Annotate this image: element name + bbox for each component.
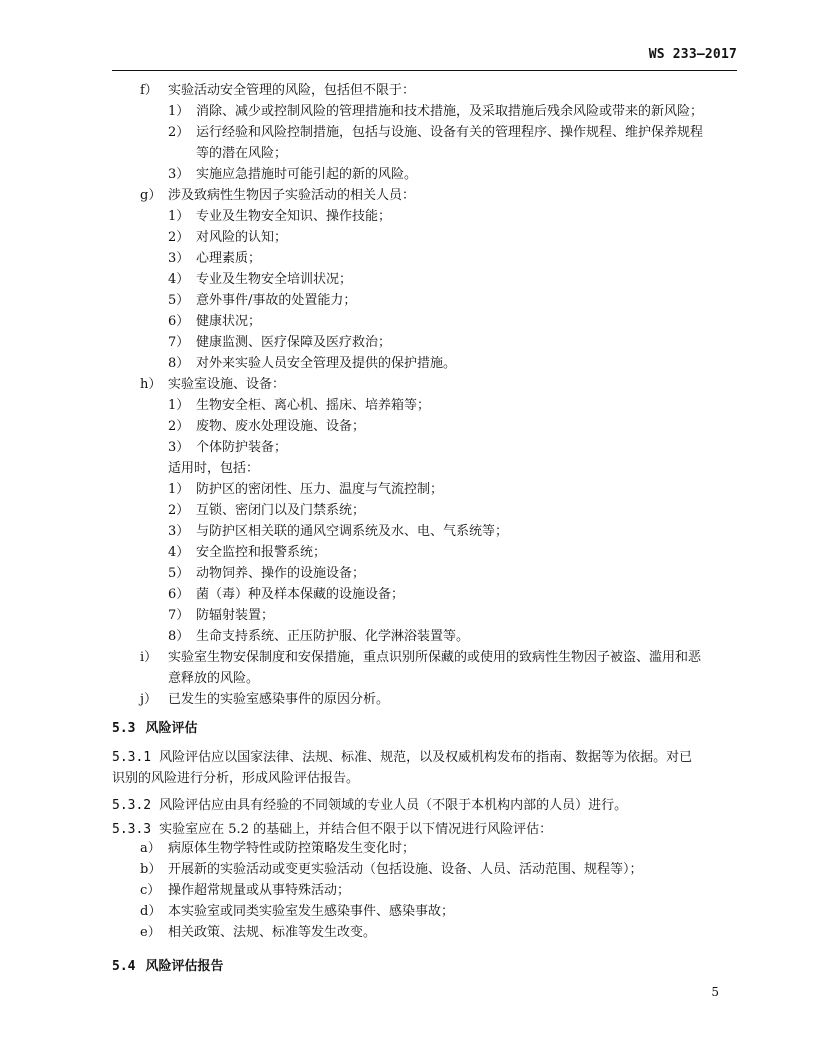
note-text: 适用时，包括： bbox=[168, 461, 260, 476]
sub-item-text: 安全监控和报警系统； bbox=[196, 545, 327, 560]
item-text: 实验室设施、设备： bbox=[168, 377, 286, 392]
section-title: 风险评估报告 bbox=[145, 959, 224, 974]
clause-5-3-1 bbox=[112, 746, 692, 765]
sub-item-label: 5） bbox=[168, 566, 190, 581]
clause-number: 5.3.2 bbox=[112, 798, 152, 813]
sub-item-label: 8） bbox=[168, 356, 190, 371]
item-label: g） bbox=[140, 188, 162, 203]
item-text: 实验活动安全管理的风险，包括但不限于： bbox=[168, 83, 416, 98]
item-text: 本实验室或同类实验室发生感染事件、感染事故； bbox=[168, 904, 455, 919]
item-text: 操作超常规量或从事特殊活动； bbox=[168, 883, 351, 898]
sub-item-label: 3） bbox=[168, 167, 190, 182]
sub-item-text: 动物饲养、操作的设施设备； bbox=[196, 566, 366, 581]
section-heading-5-4 bbox=[112, 955, 224, 974]
sub-item-label: 4） bbox=[168, 272, 190, 287]
item-label: a） bbox=[140, 841, 161, 856]
standard-code: WS 233—2017 bbox=[648, 47, 737, 62]
sub-item-label: 2） bbox=[168, 125, 190, 140]
item-label: i） bbox=[140, 650, 158, 665]
sub-item-text: 对外来实验人员安全管理及提供的保护措施。 bbox=[196, 356, 457, 371]
section-number: 5.3 bbox=[112, 721, 136, 736]
sub-item-label: 8） bbox=[168, 629, 190, 644]
item-label: f） bbox=[140, 83, 158, 98]
sub-item-text: 对风险的认知； bbox=[196, 230, 288, 245]
sub-item-text: 互锁、密闭门以及门禁系统； bbox=[196, 503, 366, 518]
sub-item-text: 专业及生物安全知识、操作技能； bbox=[196, 209, 392, 224]
sub-item-text: 生命支持系统、正压防护服、化学淋浴装置等。 bbox=[196, 629, 470, 644]
item-text: 已发生的实验室感染事件的原因分析。 bbox=[168, 692, 390, 707]
item-label: b） bbox=[140, 862, 162, 877]
item-text: 实验室生物安保制度和安保措施，重点识别所保藏的或使用的致病性生物因子被盗、滥用和恶 bbox=[168, 650, 702, 665]
item-text: 开展新的实验活动或变更实验活动（包括设施、设备、人员、活动范围、规程等）； bbox=[168, 862, 643, 877]
sub-item-text: 心理素质； bbox=[196, 251, 262, 266]
sub-item-label: 1） bbox=[168, 398, 190, 413]
sub-item-label: 4） bbox=[168, 545, 190, 560]
sub-item-text: 生物安全柜、离心机、摇床、培养箱等； bbox=[196, 398, 431, 413]
sub-item-label: 2） bbox=[168, 419, 190, 434]
sub-item-label: 3） bbox=[168, 251, 190, 266]
sub-item-text: 实施应急措施时可能引起的新的风险。 bbox=[196, 167, 418, 182]
sub-item-label: 2） bbox=[168, 503, 190, 518]
sub-item-text: 个体防护装备； bbox=[196, 440, 288, 455]
clause-text: 识别的风险进行分析，形成风险评估报告。 bbox=[112, 771, 360, 786]
sub-item-text: 废物、废水处理设施、设备； bbox=[196, 419, 366, 434]
sub-item-text: 运行经验和风险控制措施，包括与设施、设备有关的管理程序、操作规程、维护保养规程 bbox=[196, 125, 704, 140]
item-label: h） bbox=[140, 377, 162, 392]
sub-item-label: 2） bbox=[168, 230, 190, 245]
page-number: 5 bbox=[711, 985, 719, 999]
sub-item-text: 健康状况； bbox=[196, 314, 262, 329]
sub-item-text: 健康监测、医疗保障及医疗救治； bbox=[196, 335, 392, 350]
sub-item-label: 5） bbox=[168, 293, 190, 308]
sub-item-label: 1） bbox=[168, 104, 190, 119]
clause-text: 风险评估应由具有经验的不同领域的专业人员（不限于本机构内部的人员）进行。 bbox=[159, 798, 628, 813]
item-label: e） bbox=[140, 925, 161, 940]
sub-item-text: 等的潜在风险； bbox=[196, 146, 288, 161]
sub-item-label: 3） bbox=[168, 524, 190, 539]
clause-continuation bbox=[112, 767, 359, 786]
item-text: 意释放的风险。 bbox=[168, 671, 260, 686]
clause-text: 风险评估应以国家法律、法规、标准、规范，以及权威机构发布的指南、数据等为依据。对已 bbox=[159, 750, 693, 765]
sub-item-label: 6） bbox=[168, 587, 190, 602]
item-label: c） bbox=[140, 883, 161, 898]
item-text: 涉及致病性生物因子实验活动的相关人员： bbox=[168, 188, 416, 203]
clause-number: 5.3.3 bbox=[112, 822, 152, 837]
section-heading-5-3 bbox=[112, 717, 198, 736]
item-label: d） bbox=[140, 904, 162, 919]
sub-item-label: 3） bbox=[168, 440, 190, 455]
sub-item-text: 消除、减少或控制风险的管理措施和技术措施，及采取措施后残余风险或带来的新风险； bbox=[196, 104, 704, 119]
clause-number: 5.3.1 bbox=[112, 750, 152, 765]
sub-item-text: 与防护区相关联的通风空调系统及水、电、气系统等； bbox=[196, 524, 509, 539]
clause-text: 实验室应在 5.2 的基础上，并结合但不限于以下情况进行风险评估： bbox=[159, 822, 553, 837]
header-rule bbox=[112, 70, 737, 71]
item-label: j） bbox=[140, 692, 158, 707]
sub-item-label: 7） bbox=[168, 335, 190, 350]
clause-5-3-2 bbox=[112, 794, 627, 813]
item-text: 病原体生物学特性或防控策略发生变化时； bbox=[168, 841, 416, 856]
sub-item-text: 防护区的密闭性、压力、温度与气流控制； bbox=[196, 482, 444, 497]
sub-item-label: 1） bbox=[168, 482, 190, 497]
item-text: 相关政策、法规、标准等发生改变。 bbox=[168, 925, 377, 940]
sub-item-label: 1） bbox=[168, 209, 190, 224]
section-title: 风险评估 bbox=[145, 721, 198, 736]
sub-item-text: 专业及生物安全培训状况； bbox=[196, 272, 353, 287]
sub-item-text: 菌（毒）种及样本保藏的设施设备； bbox=[196, 587, 405, 602]
section-number: 5.4 bbox=[112, 959, 136, 974]
clause-5-3-3 bbox=[112, 818, 552, 837]
sub-item-label: 6） bbox=[168, 314, 190, 329]
sub-item-label: 7） bbox=[168, 608, 190, 623]
sub-item-text: 意外事件/事故的处置能力； bbox=[196, 293, 357, 308]
sub-item-text: 防辐射装置； bbox=[196, 608, 275, 623]
